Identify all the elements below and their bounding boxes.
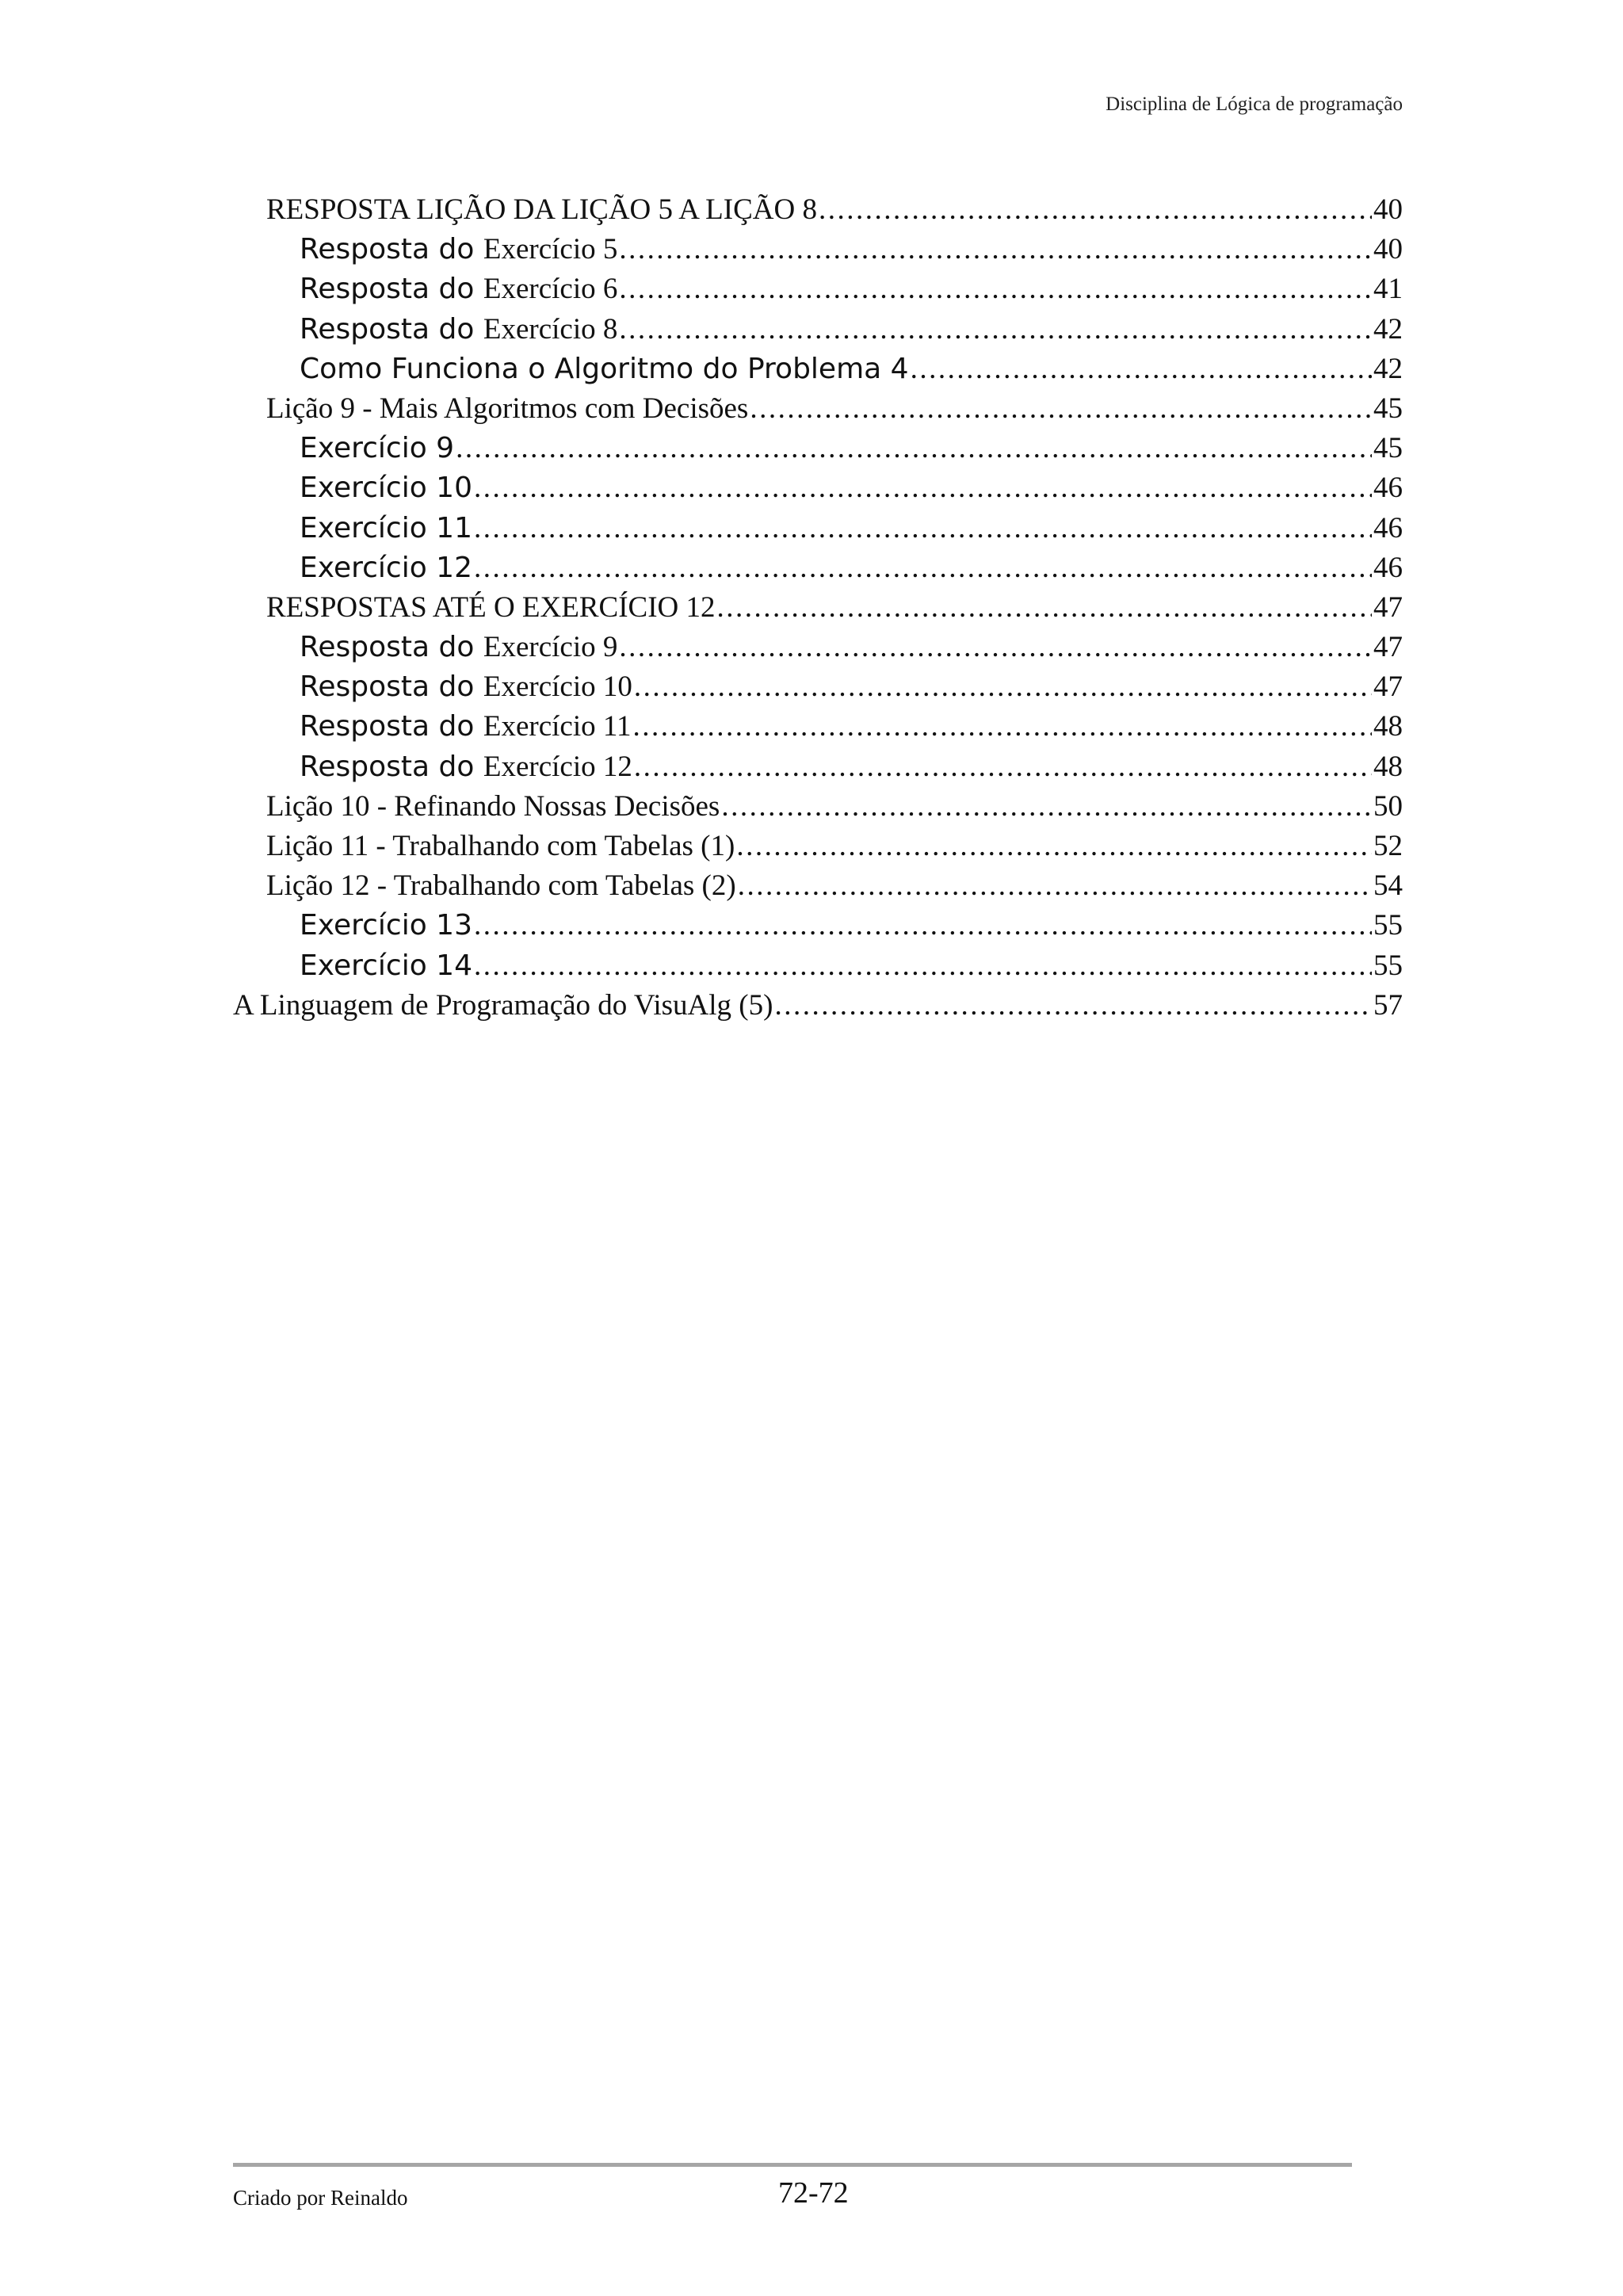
toc-entry-title-part: Exercício 5 [483,233,618,266]
toc-dot-leader [474,468,1372,508]
toc-dot-leader [911,350,1372,389]
toc-dot-leader [721,787,1372,827]
toc-dot-leader [474,906,1372,946]
toc-entry-title-part: Resposta do [300,273,483,306]
toc-dot-leader [634,747,1372,787]
footer-divider [233,2163,1352,2167]
header-title: Disciplina de Lógica de programação [1106,94,1403,115]
toc-entry-title [300,548,472,588]
toc-entry-title-part: Resposta do [300,233,483,266]
toc-entry-title [300,667,632,707]
toc-dot-leader [619,230,1372,269]
toc-page-number: 47 [1373,590,1403,624]
toc-page-number: 47 [1373,670,1403,704]
toc-dot-leader [474,509,1372,548]
toc-entry[interactable] [233,509,1403,548]
toc-dot-leader [456,429,1372,468]
toc-entry-title [300,946,472,986]
toc-dot-leader [738,866,1372,906]
toc-entry-title [266,588,716,628]
toc-dot-leader [619,628,1372,667]
toc-entry[interactable] [233,667,1403,707]
toc-entry[interactable] [233,588,1403,628]
toc-entry[interactable] [233,747,1403,787]
toc-entry-title [266,787,720,827]
toc-entry-title-part: Exercício 12 [483,750,632,783]
toc-entry[interactable] [233,269,1403,309]
toc-entry-title-part: Exercício 11 [300,511,472,544]
toc-entry-title-part: Resposta do [300,750,483,783]
toc-entry-title-part: Resposta do [300,631,483,664]
toc-entry-title [300,310,617,350]
table-of-contents [233,190,1403,1026]
toc-entry-title-part: Exercício 9 [300,432,455,465]
toc-entry-title [266,389,748,429]
toc-entry-title [266,190,817,230]
toc-entry-title-part: Resposta do [300,710,483,743]
toc-entry-title [266,827,735,866]
toc-dot-leader [633,707,1372,747]
toc-entry[interactable] [233,350,1403,389]
toc-page-number: 46 [1373,551,1403,584]
footer-author: Criado por Reinaldo [233,2186,408,2210]
toc-entry-title-part: Resposta do [300,670,483,704]
toc-entry-title [300,429,454,468]
toc-entry-title-part: Exercício 14 [300,949,472,982]
toc-entry-title-part: A Linguagem de Programação do VisuAlg (5) [233,988,773,1022]
toc-page-number: 42 [1373,352,1403,385]
toc-entry[interactable] [233,986,1403,1026]
toc-page-number: 52 [1373,830,1403,862]
toc-entry-title-part: Exercício 9 [483,631,618,664]
toc-page-number: 54 [1373,869,1403,903]
toc-page-number: 46 [1373,511,1403,544]
toc-entry-title [233,986,773,1026]
toc-entry-title-part: Como Funciona o Algoritmo do Problema 4 [300,352,909,385]
toc-entry-title-part: Exercício 13 [300,909,472,942]
toc-entry[interactable] [233,429,1403,468]
toc-dot-leader [634,667,1372,707]
toc-entry[interactable] [233,787,1403,827]
toc-entry-title [300,350,909,389]
toc-entry-title-part: RESPOSTAS ATÉ O EXERCÍCIO 12 [266,590,716,624]
toc-page-number: 47 [1373,631,1403,664]
toc-page-number: 40 [1373,193,1403,226]
toc-entry[interactable] [233,946,1403,986]
toc-entry-title [300,269,617,309]
toc-entry[interactable] [233,906,1403,946]
toc-entry-title-part: Lição 12 - Trabalhando com Tabelas (2) [266,869,736,903]
toc-dot-leader [774,986,1372,1026]
toc-entry[interactable] [233,866,1403,906]
toc-entry[interactable] [233,548,1403,588]
toc-entry-title [300,906,472,946]
toc-entry-title-part: Exercício 12 [300,551,472,584]
toc-page-number: 40 [1373,233,1403,266]
toc-entry[interactable] [233,468,1403,508]
toc-entry-title [300,509,472,548]
toc-dot-leader [619,269,1372,309]
toc-page-number: 48 [1373,750,1403,783]
footer-page-number: 72-72 [778,2176,849,2210]
toc-dot-leader [619,310,1372,350]
toc-entry-title-part: Lição 10 - Refinando Nossas Decisões [266,789,720,823]
toc-page-number: 55 [1373,909,1403,942]
toc-entry-title-part: Resposta do [300,312,483,346]
toc-page-number: 42 [1373,312,1403,346]
toc-entry-title [266,866,736,906]
toc-page-number: 55 [1373,949,1403,982]
toc-entry-title-part: Exercício 10 [483,670,632,704]
toc-entry[interactable] [233,827,1403,866]
toc-entry-title-part: RESPOSTA LIÇÃO DA LIÇÃO 5 A LIÇÃO 8 [266,193,817,226]
toc-page-number: 41 [1373,273,1403,306]
toc-entry-title [300,707,632,747]
toc-entry[interactable] [233,628,1403,667]
toc-entry-title-part: Lição 11 - Trabalhando com Tabelas (1) [266,830,735,862]
toc-dot-leader [819,190,1372,230]
toc-dot-leader [717,588,1373,628]
toc-entry[interactable] [233,707,1403,747]
toc-dot-leader [474,946,1372,986]
toc-entry-title [300,628,617,667]
toc-entry[interactable] [233,190,1403,230]
toc-dot-leader [736,827,1372,866]
toc-entry-title-part: Lição 9 - Mais Algoritmos com Decisões [266,392,749,425]
toc-entry-title-part: Exercício 11 [483,710,632,743]
toc-page-number: 45 [1373,432,1403,465]
toc-entry-title-part: Exercício 10 [300,472,472,505]
toc-entry-title-part: Exercício 8 [483,312,618,346]
toc-entry[interactable] [233,389,1403,429]
toc-entry-title-part: Exercício 6 [483,273,618,306]
toc-page-number: 57 [1373,988,1403,1022]
toc-entry[interactable] [233,230,1403,269]
toc-page-number: 45 [1373,392,1403,425]
toc-page-number: 50 [1373,789,1403,823]
toc-dot-leader [750,389,1372,429]
toc-entry-title [300,230,617,269]
toc-page-number: 48 [1373,710,1403,743]
toc-dot-leader [474,548,1372,588]
toc-entry-title [300,468,472,508]
toc-entry[interactable] [233,310,1403,350]
toc-page-number: 46 [1373,472,1403,505]
toc-entry-title [300,747,632,787]
